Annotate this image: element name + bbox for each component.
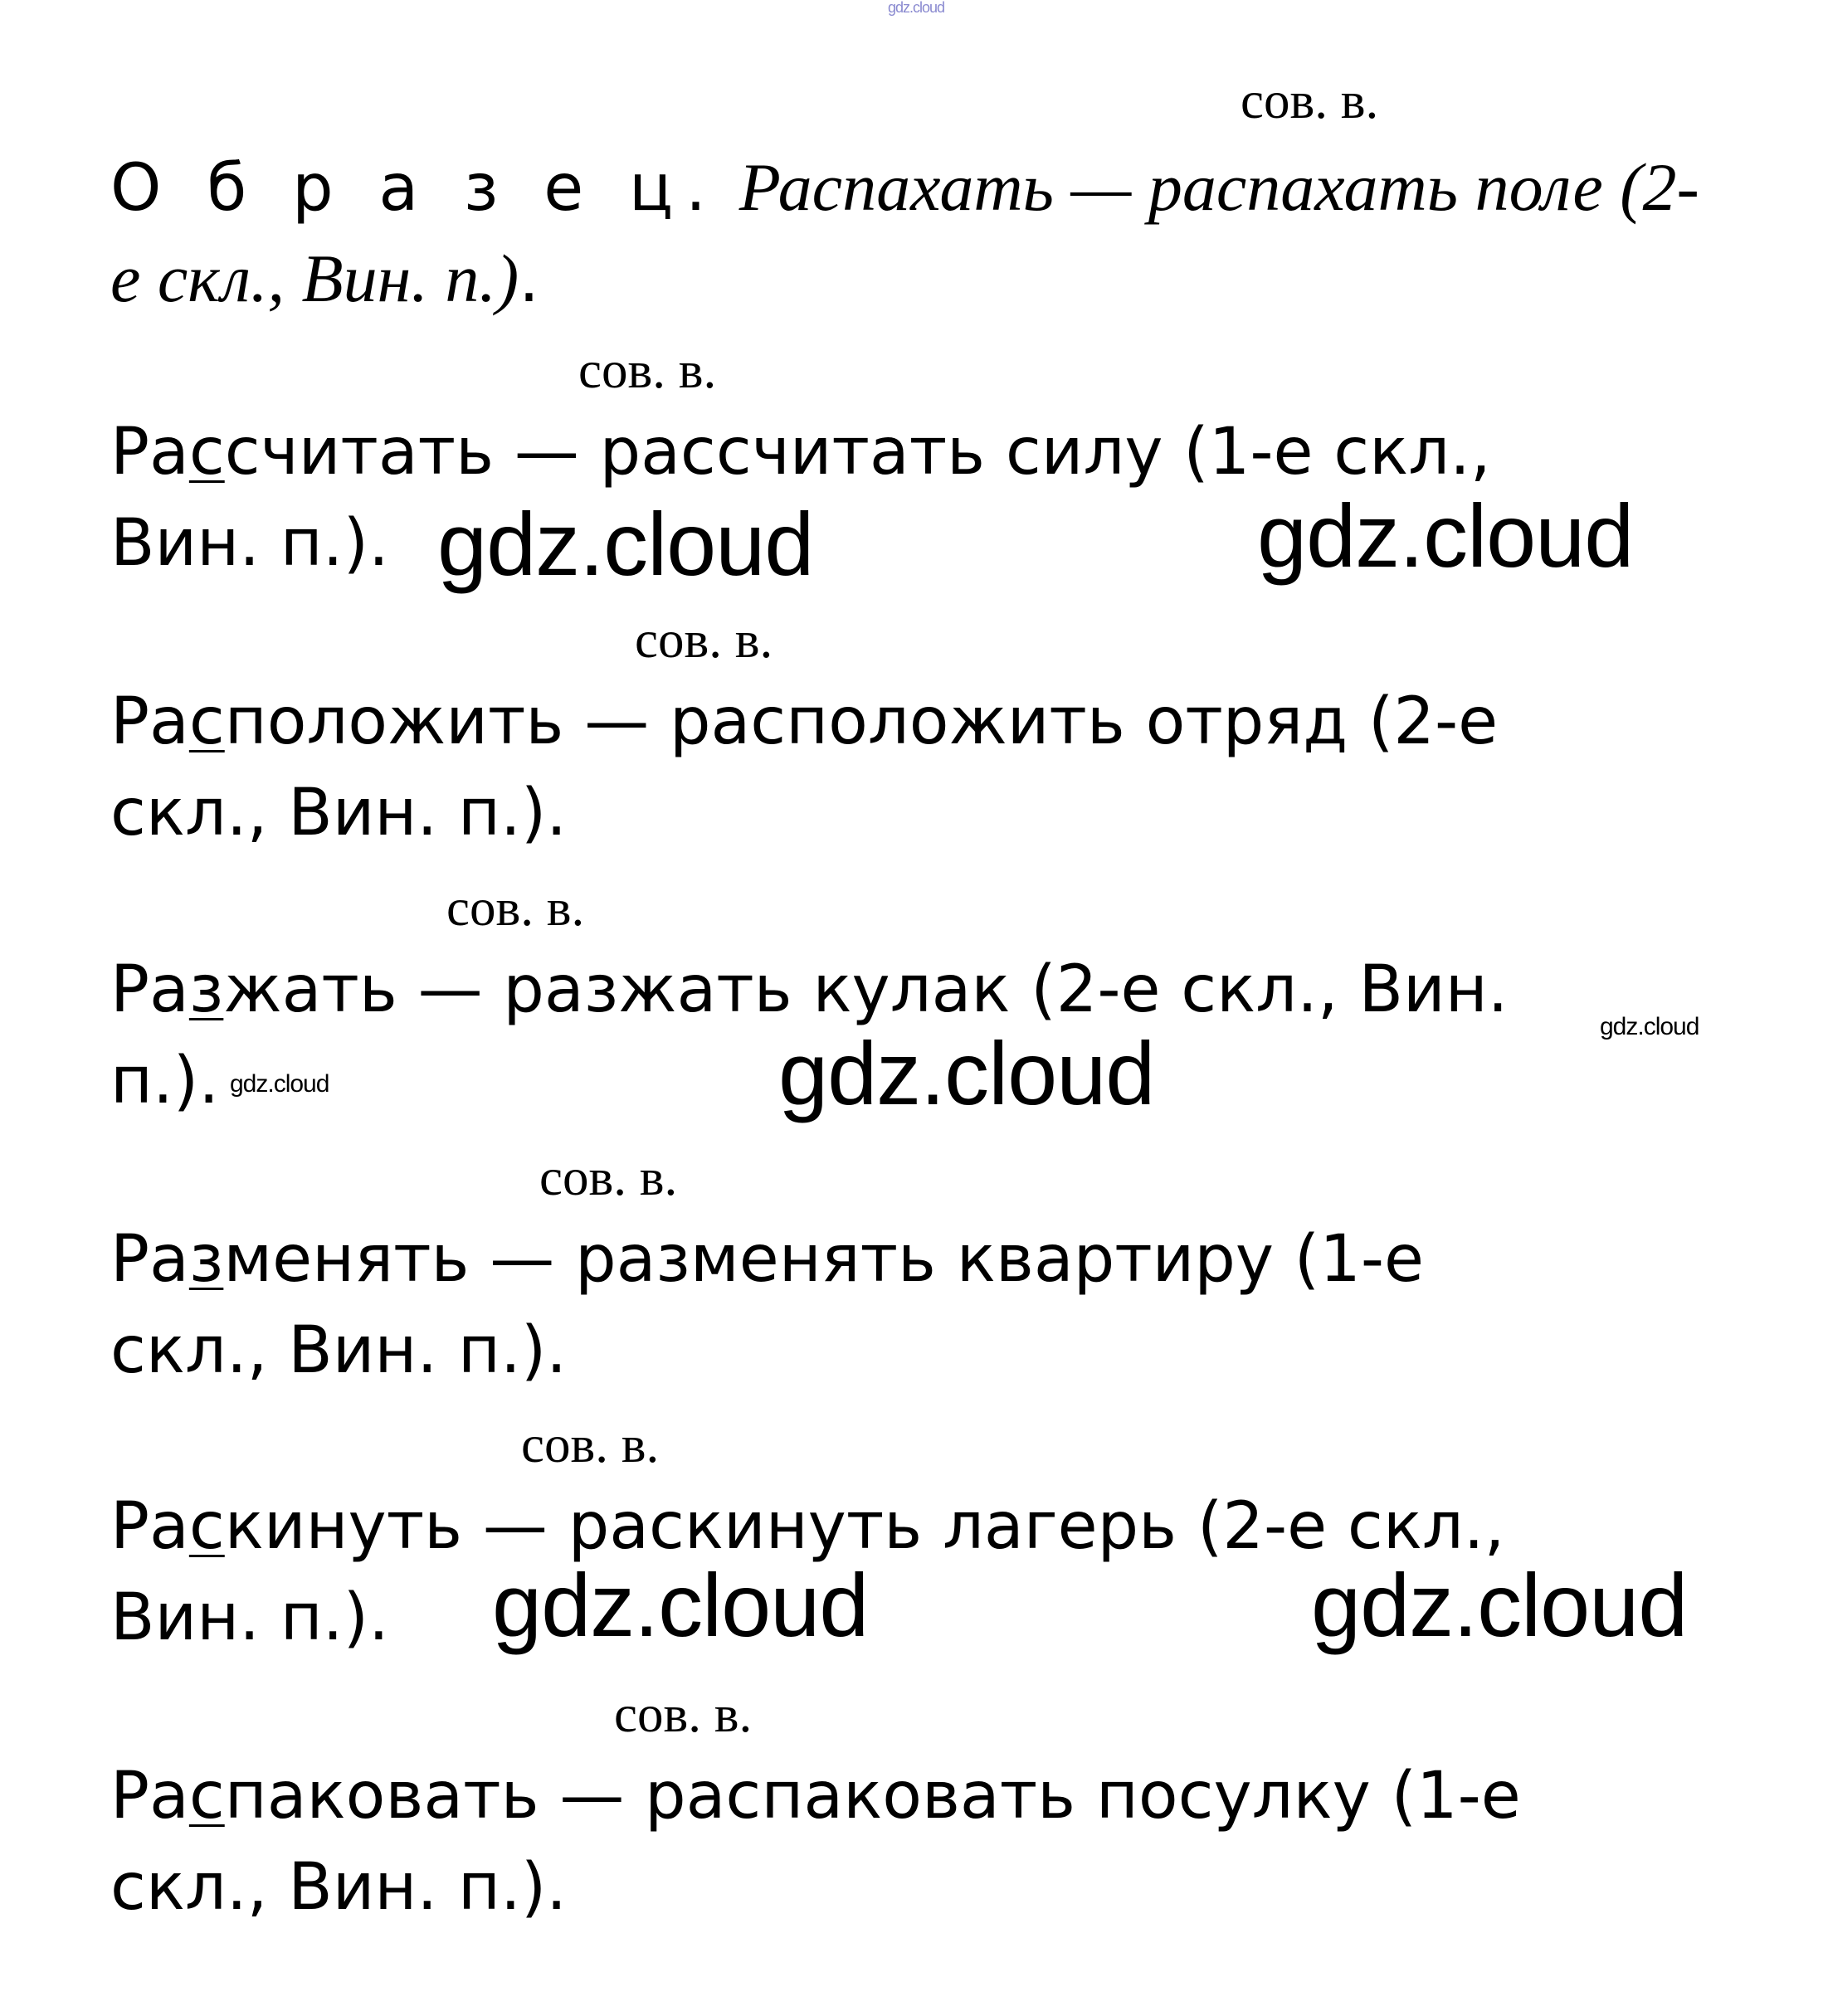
entry-prefix: Ра — [110, 952, 189, 1027]
entry-orthogram: с — [188, 1489, 225, 1564]
entry-prefix: Ра — [110, 1489, 189, 1564]
entry-prefix: Ра — [110, 684, 189, 759]
watermark: gdz.cloud — [1257, 485, 1634, 586]
entry-aspect: сов. в. — [578, 341, 717, 399]
entry-line-2: Вин. п.). — [110, 506, 389, 581]
entry-line-2: скл., Вин. п.). — [110, 1850, 568, 1925]
sample-line-2 — [110, 241, 539, 317]
entry-aspect: сов. в. — [614, 1685, 753, 1743]
entry-prefix: Ра — [110, 1759, 189, 1833]
watermark: gdz.cloud — [1311, 1555, 1688, 1655]
entry-text: менять — разменять квартиру (1-е — [223, 1222, 1424, 1297]
entry-text: положить — расположить отряд (2-е — [224, 684, 1499, 759]
entry-prefix: Ра — [110, 1222, 189, 1297]
entry-orthogram: с — [188, 415, 225, 489]
entry-orthogram: с — [188, 684, 225, 759]
entry-line-2: скл., Вин. п.). — [110, 776, 568, 850]
entry-prefix: Ра — [110, 415, 189, 489]
sample-line-1 — [110, 149, 1699, 226]
watermark: gdz.cloud — [230, 1070, 329, 1098]
entry-line-1 — [110, 1759, 1521, 1833]
entry-aspect: сов. в. — [539, 1148, 678, 1206]
watermark: gdz.cloud — [1600, 1013, 1699, 1040]
sample-text-1: Распахать — распахать поле (2- — [739, 149, 1699, 225]
sample-end: . — [519, 242, 539, 317]
watermark-top: gdz.cloud — [888, 0, 945, 16]
entry-line-1 — [110, 1222, 1424, 1297]
watermark: gdz.cloud — [437, 494, 814, 594]
entry-text: считать — рассчитать силу (1-е скл., — [224, 415, 1491, 489]
entry-line-1 — [110, 1489, 1505, 1564]
entry-line-1 — [110, 952, 1509, 1027]
entry-text: кинуть — раскинуть лагерь (2-е скл., — [224, 1489, 1505, 1564]
entry-line-1 — [110, 415, 1491, 489]
sample-text-2: е скл., Вин. п.) — [110, 241, 519, 316]
entry-aspect: сов. в. — [635, 611, 773, 669]
entry-orthogram: з — [188, 1222, 224, 1297]
entry-text: жать — разжать кулак (2-е скл., Вин. — [223, 952, 1509, 1027]
entry-line-1 — [110, 684, 1499, 759]
watermark: gdz.cloud — [492, 1555, 869, 1655]
entry-line-2: Вин. п.). — [110, 1580, 389, 1655]
sample-aspect: сов. в. — [1241, 71, 1379, 129]
entry-line-2: скл., Вин. п.). — [110, 1313, 568, 1388]
entry-text: паковать — распаковать посулку (1-е — [224, 1759, 1521, 1833]
watermark: gdz.cloud — [778, 1023, 1155, 1123]
entry-aspect: сов. в. — [521, 1415, 660, 1473]
entry-line-2: п.). — [110, 1044, 220, 1118]
sample-label: О б р а з е ц. — [110, 151, 719, 226]
entry-aspect: сов. в. — [446, 879, 585, 937]
entry-orthogram: с — [188, 1759, 225, 1833]
entry-orthogram: з — [188, 952, 224, 1027]
